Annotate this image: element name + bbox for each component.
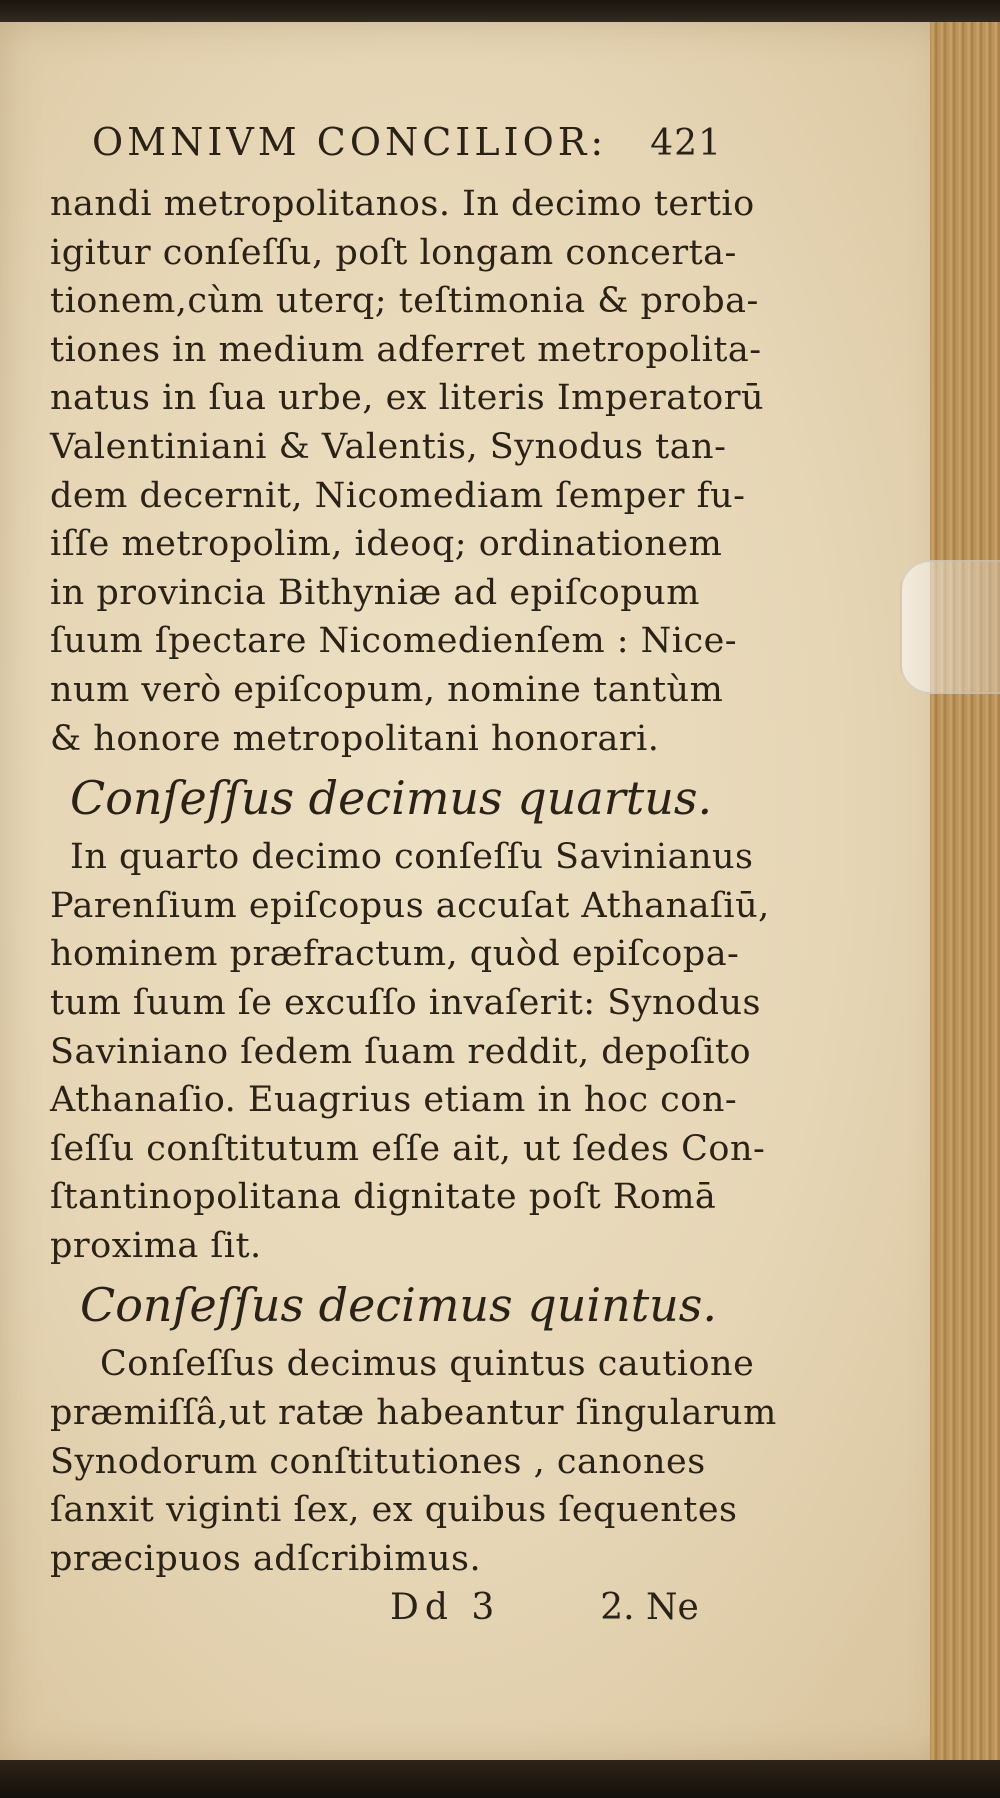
signature-mark: Dd 3	[390, 1587, 501, 1629]
page-clip	[900, 560, 1000, 694]
page-fore-edge	[930, 22, 1000, 1762]
page-footer	[50, 1587, 730, 1628]
text-line: in provincia Bithyniæ ad epiſcopum	[50, 572, 700, 613]
text-line: In quarto decimo conſeſſu Savinianus	[70, 837, 754, 878]
text-line: ſuum ſpectare Nicomedienſem : Nice-	[50, 621, 738, 662]
text-line: ſanxit viginti ſex, ex quibus ſequentes	[50, 1490, 738, 1531]
text-line: tiones in medium adferret metropolita-	[50, 329, 762, 370]
text-line: nandi metropolitanos. In decimo tertio	[50, 184, 755, 224]
text-line: hominem præfractum, quòd epiſcopa-	[50, 934, 740, 975]
text-line: iſſe metropolim, ideoq; ordinationem	[50, 524, 723, 565]
running-title: OMNIVM CONCILIOR:	[92, 120, 608, 164]
running-header	[92, 120, 722, 180]
paragraph-thirteenth-session	[50, 180, 764, 763]
paragraph-fifteenth-session	[50, 1340, 777, 1583]
catchword: 2. Ne	[600, 1587, 699, 1629]
text-line: Conſeſſus decimus quintus cautione	[100, 1344, 755, 1385]
section-heading-15: Conſeſſus decimus quintus.	[80, 1278, 718, 1333]
text-line: ſeſſu conſtitutum eſſe ait, ut ſedes Con-	[50, 1128, 766, 1169]
text-line: præcipuos adſcribimus.	[50, 1538, 482, 1579]
text-line: tum ſuum ſe excuſſo invaſerit: Synodus	[50, 982, 761, 1023]
text-line: Saviniano ſedem ſuam reddit, depoſito	[50, 1031, 752, 1072]
text-line: Parenſium epiſcopus accuſat Athanaſiū,	[50, 885, 770, 926]
page-number: 421	[650, 123, 722, 164]
page-text	[50, 120, 777, 1629]
text-line: dem decernit, Nicomediam ſemper fu-	[50, 475, 746, 516]
text-line: natus in ſua urbe, ex literis Imperatorū	[50, 378, 764, 419]
text-line: proxima ſit.	[50, 1225, 262, 1266]
text-line: præmiſſâ,ut ratæ habeantur ſingularum	[50, 1393, 777, 1434]
text-line: Valentiniani & Valentis, Synodus tan-	[50, 426, 727, 467]
book-bottom-edge	[0, 1760, 1000, 1798]
text-line: Athanaſio. Euagrius etiam in hoc con-	[50, 1080, 738, 1121]
text-line: ſtantinopolitana dignitate poſt Romā	[50, 1177, 717, 1218]
text-line: Synodorum conſtitutiones , canones	[50, 1441, 706, 1482]
text-line: tionem,cùm uterq; teſtimonia & proba-	[50, 281, 759, 322]
section-heading-14: Conſeſſus decimus quartus.	[70, 771, 713, 826]
text-line: & honore metropolitani honorari.	[50, 718, 660, 759]
paragraph-fourteenth-session	[50, 833, 770, 1270]
text-line: num verò epiſcopum, nomine tantùm	[50, 669, 724, 710]
text-line: igitur conſeſſu, poſt longam concerta-	[50, 232, 737, 273]
